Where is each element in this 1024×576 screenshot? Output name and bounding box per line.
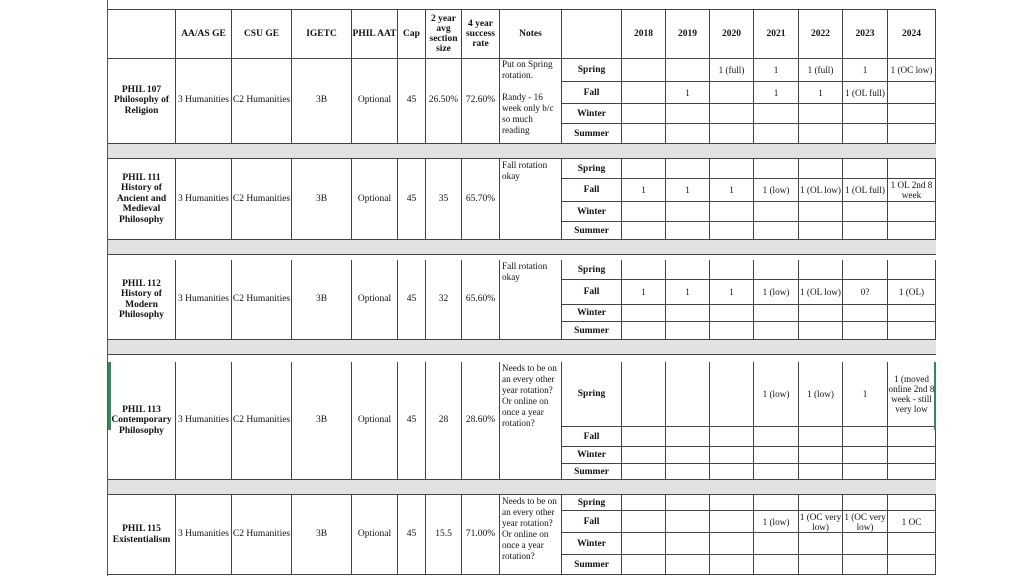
term-label-fall: Fall [562, 511, 622, 533]
schedule-cell [799, 305, 843, 322]
course-avg-size: 26.50% [426, 58, 462, 144]
schedule-cell [622, 202, 666, 222]
schedule-cell [666, 362, 710, 427]
course-title: PHIL 112 History of Modern Philosophy [108, 260, 176, 340]
schedule-cell [754, 260, 799, 280]
course-notes: Needs to be on an every other year rotation? Or online on once a year rotation? [500, 362, 562, 480]
course-igetc: 3B [292, 362, 352, 480]
header-course [108, 9, 176, 59]
schedule-cell [799, 202, 843, 222]
schedule-cell [754, 222, 799, 240]
schedule-cell [666, 427, 710, 447]
schedule-cell [754, 104, 799, 124]
schedule-cell [843, 202, 888, 222]
schedule-cell [710, 159, 754, 179]
schedule-cell: 1 [843, 362, 888, 427]
schedule-cell [888, 104, 936, 124]
schedule-cell [888, 260, 936, 280]
schedule-cell [710, 124, 754, 144]
section-separator [108, 340, 936, 355]
course-avg-size: 32 [426, 260, 462, 340]
schedule-cell [710, 305, 754, 322]
term-label-fall: Fall [562, 280, 622, 305]
section-separator [108, 144, 936, 159]
schedule-cell [666, 322, 710, 340]
schedule-cell [888, 322, 936, 340]
schedule-cell: 1 (full) [710, 58, 754, 82]
course-aa-ge: 3 Humanities [176, 260, 232, 340]
schedule-cell [888, 427, 936, 447]
term-label-summer: Summer [562, 464, 622, 480]
schedule-cell [710, 322, 754, 340]
schedule-cell [843, 447, 888, 464]
schedule-cell [622, 305, 666, 322]
schedule-cell [754, 202, 799, 222]
term-label-winter: Winter [562, 305, 622, 322]
schedule-cell [710, 222, 754, 240]
schedule-cell [888, 464, 936, 480]
schedule-cell [710, 82, 754, 104]
schedule-cell [888, 447, 936, 464]
schedule-cell [843, 322, 888, 340]
term-label-fall: Fall [562, 179, 622, 202]
schedule-cell [622, 447, 666, 464]
term-label-spring: Spring [562, 260, 622, 280]
term-label-winter: Winter [562, 104, 622, 124]
course-avg-size: 35 [426, 159, 462, 240]
course-csu-ge: C2 Humanities [232, 159, 292, 240]
schedule-cell [754, 159, 799, 179]
term-label-spring: Spring [562, 495, 622, 511]
schedule-cell [799, 427, 843, 447]
schedule-cell [754, 322, 799, 340]
schedule-cell [622, 159, 666, 179]
course-phil-aat: Optional [352, 362, 398, 480]
schedule-cell: 1 (low) [754, 280, 799, 305]
schedule-cell: 1 (low) [799, 362, 843, 427]
schedule-cell: 1 (OC low) [888, 58, 936, 82]
course-csu-ge: C2 Humanities [232, 260, 292, 340]
course-avg-size: 28 [426, 362, 462, 480]
schedule-cell [888, 82, 936, 104]
schedule-cell [843, 555, 888, 575]
schedule-cell [754, 447, 799, 464]
schedule-cell [799, 495, 843, 511]
schedule-cell [754, 555, 799, 575]
schedule-cell [666, 260, 710, 280]
schedule-cell: 1 (OL low) [799, 179, 843, 202]
schedule-cell: 1 (OC very low) [799, 511, 842, 532]
header-year-2019: 2019 [666, 9, 710, 59]
course-avg-size: 15.5 [426, 495, 462, 575]
course-igetc: 3B [292, 58, 352, 144]
schedule-cell: 1 (full) [799, 58, 843, 82]
schedule-cell [710, 447, 754, 464]
section-separator [108, 480, 936, 495]
course-notes: Fall rotation okay [500, 159, 562, 240]
schedule-cell: 1 [799, 82, 843, 104]
course-igetc: 3B [292, 260, 352, 340]
schedule-cell [666, 447, 710, 464]
schedule-cell [754, 305, 799, 322]
schedule-cell [710, 555, 754, 575]
header-year-2023: 2023 [843, 9, 888, 59]
course-title: PHIL 113 Contemporary Philosophy [108, 362, 176, 480]
selection-highlight-right [934, 362, 936, 430]
schedule-cell [843, 464, 888, 480]
schedule-cell [710, 202, 754, 222]
schedule-cell: 1 [666, 280, 710, 305]
course-success: 72.60% [462, 58, 500, 144]
schedule-cell: 1 (OL full) [843, 82, 888, 104]
schedule-cell: 1 [843, 58, 888, 82]
schedule-cell [710, 495, 754, 511]
course-igetc: 3B [292, 495, 352, 575]
schedule-cell [754, 464, 799, 480]
course-notes: Fall rotation okay [500, 260, 562, 340]
schedule-cell [843, 533, 888, 555]
schedule-cell [622, 104, 666, 124]
course-csu-ge: C2 Humanities [232, 495, 292, 575]
course-csu-ge: C2 Humanities [232, 58, 292, 144]
header-year-2020: 2020 [710, 9, 754, 59]
course-cap: 45 [398, 495, 426, 575]
schedule-cell [799, 159, 843, 179]
schedule-cell [843, 124, 888, 144]
schedule-cell: 1 (OL low) [799, 280, 843, 305]
schedule-cell [710, 427, 754, 447]
schedule-cell [666, 124, 710, 144]
header-csu-ge: CSU GE [232, 9, 292, 59]
course-phil-aat: Optional [352, 159, 398, 240]
schedule-cell [754, 495, 799, 511]
schedule-cell: 1 [754, 58, 799, 82]
schedule-cell: 1 [666, 179, 710, 202]
schedule-cell: 1 (low) [754, 511, 799, 533]
schedule-cell: 1 (OL) [888, 280, 936, 305]
schedule-cell: 1 [710, 179, 754, 202]
schedule-cell: 0? [843, 280, 888, 305]
schedule-cell [754, 533, 799, 555]
term-label-winter: Winter [562, 202, 622, 222]
schedule-cell [843, 159, 888, 179]
schedule-cell [666, 511, 710, 533]
schedule-cell [622, 322, 666, 340]
term-label-spring: Spring [562, 159, 622, 179]
schedule-cell [843, 104, 888, 124]
schedule-cell [622, 511, 666, 533]
schedule-cell: 1 (OC very low) [843, 511, 888, 533]
schedule-cell [622, 362, 666, 427]
term-label-summer: Summer [562, 222, 622, 240]
schedule-cell [843, 222, 888, 240]
schedule-cell [799, 260, 843, 280]
course-notes: Put on Spring rotation. Randy - 16 week only b/c so much reading [500, 58, 562, 144]
schedule-cell [799, 322, 843, 340]
header-year-2018: 2018 [622, 9, 666, 59]
header-notes: Notes [500, 9, 562, 59]
header-year-2024: 2024 [888, 9, 936, 59]
course-title: PHIL 107 Philosophy of Religion [108, 58, 176, 144]
term-label-winter: Winter [562, 447, 622, 464]
course-phil-aat: Optional [352, 495, 398, 575]
schedule-cell: 1 (moved online 2nd 8 week - still very low [888, 362, 936, 427]
schedule-cell [622, 533, 666, 555]
course-cap: 45 [398, 159, 426, 240]
term-label-summer: Summer [562, 124, 622, 144]
schedule-cell [622, 427, 666, 447]
schedule-cell [666, 464, 710, 480]
schedule-cell [666, 222, 710, 240]
schedule-cell [843, 305, 888, 322]
schedule-cell [710, 533, 754, 555]
course-success: 28.60% [462, 362, 500, 480]
course-phil-aat: Optional [352, 260, 398, 340]
schedule-cell [666, 58, 710, 82]
schedule-cell [622, 495, 666, 511]
header-year-2022: 2022 [799, 9, 843, 59]
course-aa-ge: 3 Humanities [176, 362, 232, 480]
schedule-cell [710, 464, 754, 480]
schedule-cell [710, 104, 754, 124]
schedule-cell [888, 124, 936, 144]
term-label-summer: Summer [562, 555, 622, 575]
term-label-spring: Spring [562, 58, 622, 82]
schedule-cell [622, 82, 666, 104]
course-aa-ge: 3 Humanities [176, 58, 232, 144]
schedule-cell [622, 58, 666, 82]
header-cap: Cap [398, 9, 426, 59]
schedule-cell [622, 222, 666, 240]
course-aa-ge: 3 Humanities [176, 159, 232, 240]
schedule-cell: 1 (low) [754, 362, 799, 427]
schedule-cell [622, 260, 666, 280]
schedule-cell [666, 159, 710, 179]
schedule-cell [888, 533, 936, 555]
header-phil-aat: PHIL AAT [352, 9, 398, 59]
course-schedule-sheet [107, 0, 936, 576]
schedule-cell [710, 362, 754, 427]
course-success: 65.60% [462, 260, 500, 340]
header-year-2021: 2021 [754, 9, 799, 59]
schedule-cell: 1 OL 2nd 8 week [888, 179, 936, 202]
course-success: 71.00% [462, 495, 500, 575]
schedule-cell: 1 [622, 179, 666, 202]
course-notes: Needs to be on an every other year rotation? Or online on once a year rotation? [500, 495, 562, 575]
schedule-cell: 1 OC [888, 511, 936, 533]
term-label-fall: Fall [562, 427, 622, 447]
course-aa-ge: 3 Humanities [176, 495, 232, 575]
selection-highlight-left [108, 362, 111, 430]
schedule-cell [799, 104, 843, 124]
schedule-cell: 1 [666, 82, 710, 104]
course-phil-aat: Optional [352, 58, 398, 144]
header-success: 4 year success rate [462, 9, 500, 59]
schedule-cell [666, 305, 710, 322]
schedule-cell [799, 124, 843, 144]
schedule-cell [666, 104, 710, 124]
course-cap: 45 [398, 362, 426, 480]
term-label-spring: Spring [562, 362, 622, 427]
course-title: PHIL 115 Existentialism [108, 495, 176, 575]
schedule-cell: 1 (low) [754, 179, 799, 202]
schedule-cell [799, 533, 843, 555]
schedule-cell [754, 124, 799, 144]
schedule-cell [799, 555, 843, 575]
schedule-cell [710, 511, 754, 533]
schedule-cell: 1 [754, 82, 799, 104]
schedule-cell [888, 222, 936, 240]
header-avg-size: 2 year avg section size [426, 9, 462, 59]
schedule-cell [888, 305, 936, 322]
schedule-cell [622, 464, 666, 480]
course-cap: 45 [398, 58, 426, 144]
schedule-cell [622, 555, 666, 575]
course-igetc: 3B [292, 159, 352, 240]
schedule-cell [799, 447, 843, 464]
course-csu-ge: C2 Humanities [232, 362, 292, 480]
schedule-cell [799, 464, 843, 480]
header-igetc: IGETC [292, 9, 352, 59]
schedule-cell: 1 [622, 280, 666, 305]
schedule-cell [843, 260, 888, 280]
schedule-cell [622, 124, 666, 144]
term-label-winter: Winter [562, 533, 622, 555]
schedule-cell [666, 495, 710, 511]
term-label-summer: Summer [562, 322, 622, 340]
schedule-cell [843, 427, 888, 447]
header-term [562, 9, 622, 59]
schedule-cell [843, 495, 888, 511]
schedule-cell [754, 427, 799, 447]
schedule-cell [888, 159, 936, 179]
schedule-cell [888, 202, 936, 222]
course-cap: 45 [398, 260, 426, 340]
schedule-cell [888, 495, 936, 511]
schedule-cell: 1 [710, 280, 754, 305]
course-success: 65.70% [462, 159, 500, 240]
section-separator [108, 240, 936, 255]
schedule-cell [666, 533, 710, 555]
schedule-cell [888, 555, 936, 575]
course-title: PHIL 111 History of Ancient and Medieval Philosophy [108, 159, 176, 240]
header-aa-ge: AA/AS GE [176, 9, 232, 59]
schedule-cell [710, 260, 754, 280]
schedule-cell [666, 555, 710, 575]
term-label-fall: Fall [562, 82, 622, 104]
schedule-cell [799, 222, 843, 240]
schedule-cell [666, 202, 710, 222]
schedule-cell: 1 (OL full) [843, 179, 888, 202]
